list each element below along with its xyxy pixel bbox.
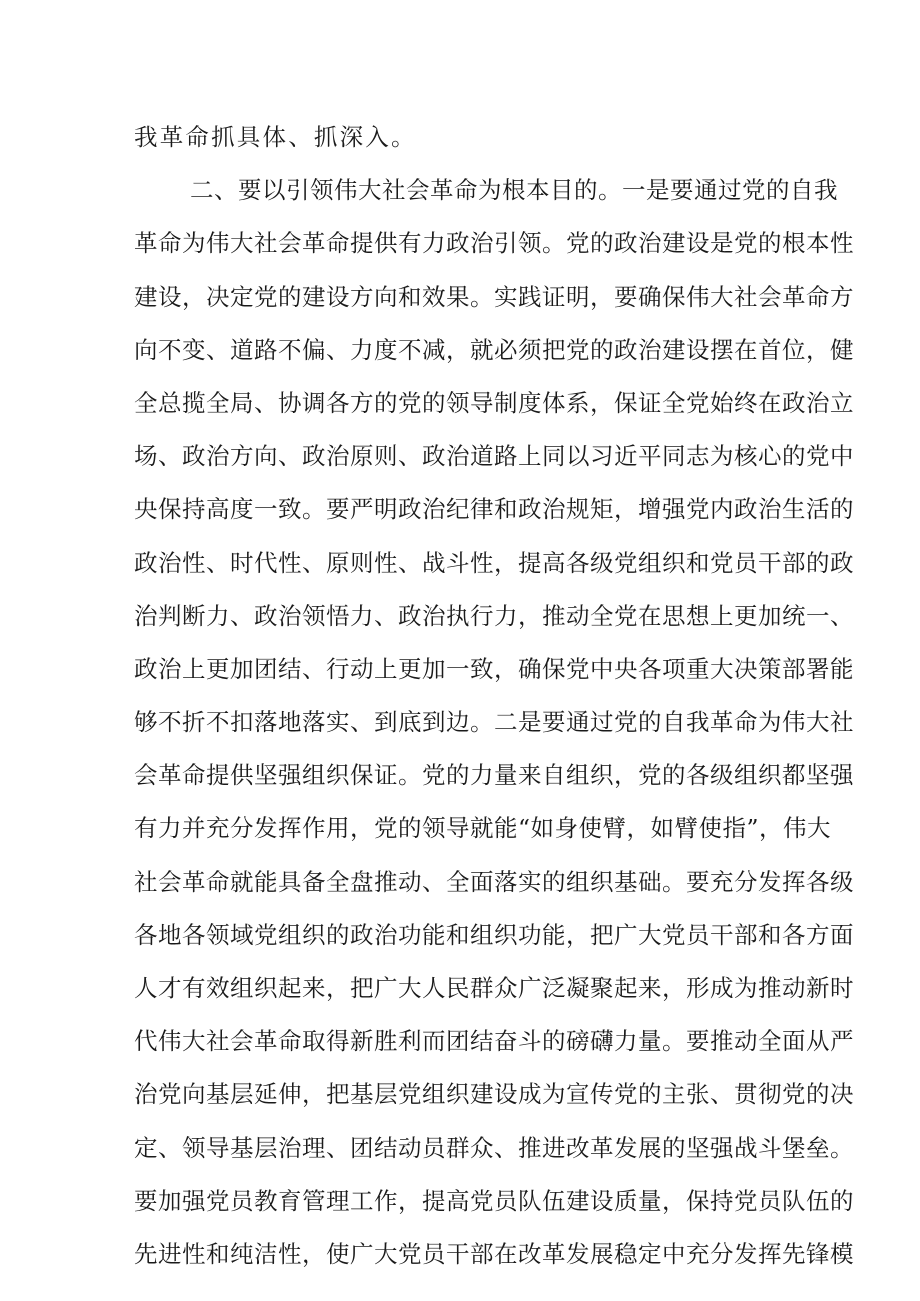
text-line: 人才有效组织起来，把广大人民群众广泛凝聚起来，形成为推动新时 [134,974,854,1002]
text-line: 有力并充分发挥作用，党的领导就能“如身使臂，如臂使指”，伟大 [134,814,832,843]
section-heading-line: 二、要以引领伟大社会革命为根本目的。一是要通过党的自我 [190,176,838,205]
text-line: 场、政治方向、政治原则、政治道路上同以习近平同志为核心的党中 [134,442,854,471]
text-line: 先进性和纯洁性，使广大党员干部在改革发展稳定中充分发挥先锋模 [134,1239,854,1268]
text-line: 会革命提供坚强组织保证。党的力量来自组织，党的各级组织都坚强 [134,761,854,790]
text-line: 全总揽全局、协调各方的党的领导制度体系，保证全党始终在政治立 [134,388,854,417]
text-line: 政治性、时代性、原则性、战斗性，提高各级党组织和党员干部的政 [134,548,854,577]
text-line: 革命为伟大社会革命提供有力政治引领。党的政治建设是党的根本性 [134,229,854,258]
text-line: 向不变、道路不偏、力度不减，就必须把党的政治建设摆在首位，健 [134,335,854,364]
text-line: 治党向基层延伸，把基层党组织建设成为宣传党的主张、贯彻党的决 [134,1080,854,1109]
text-line: 各地各领域党组织的政治功能和组织功能，把广大党员干部和各方面 [134,920,854,949]
body-text [134,111,854,1281]
text-line: 央保持高度一致。要严明政治纪律和政治规矩，增强党内政治生活的 [134,495,854,524]
text-line: 够不折不扣落地落实、到底到边。二是要通过党的自我革命为伟大社 [134,708,854,737]
text-line: 治判断力、政治领悟力、政治执行力，推动全党在思想上更加统一、 [134,601,854,630]
text-line: 政治上更加团结、行动上更加一致，确保党中央各项重大决策部署能 [134,654,854,683]
text-line: 社会革命就能具备全盘推动、全面落实的组织基础。要充分发挥各级 [134,867,854,896]
text-line: 要加强党员教育管理工作，提高党员队伍建设质量，保持党员队伍的 [134,1186,854,1215]
text-line: 定、领导基层治理、团结动员群众、推进改革发展的坚强战斗堡垒。 [134,1133,854,1162]
text-line: 代伟大社会革命取得新胜利而团结奋斗的磅礴力量。要推动全面从严 [134,1027,854,1056]
text-line: 建设，决定党的建设方向和效果。实践证明，要确保伟大社会革命方 [134,282,854,311]
text-line: 我革命抓具体、抓深入。 [134,123,417,151]
